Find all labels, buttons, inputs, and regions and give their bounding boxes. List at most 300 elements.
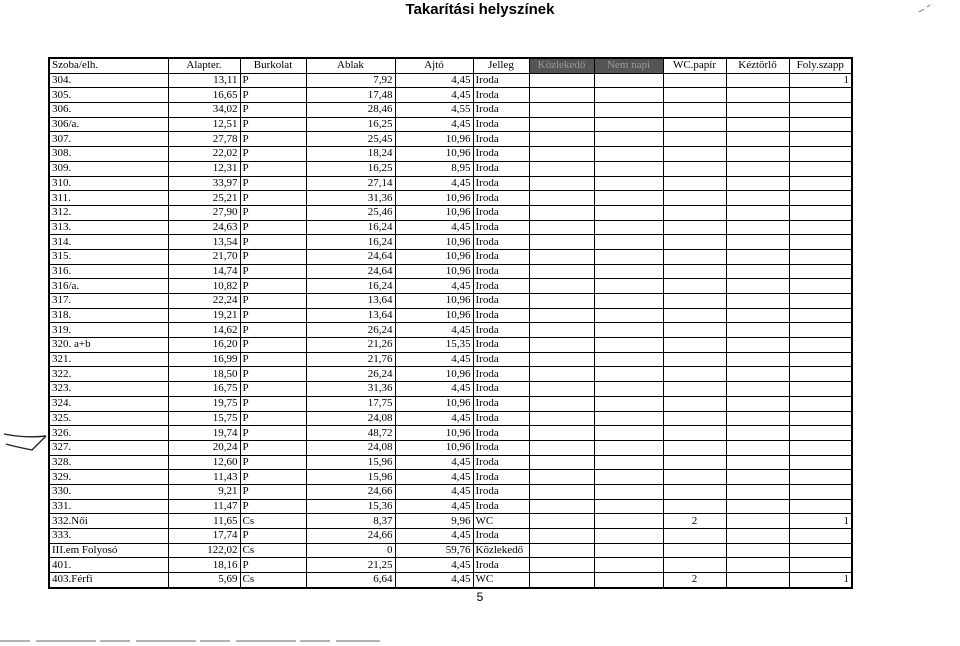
- cell-room: 315.: [49, 249, 168, 264]
- cell-door: 10,96: [395, 294, 473, 309]
- cell-area: 33,97: [168, 176, 240, 191]
- cell-toilet-paper: [663, 264, 726, 279]
- cell-area: 16,20: [168, 338, 240, 353]
- cell-not-daily: [594, 352, 663, 367]
- cell-type: Iroda: [473, 220, 529, 235]
- cell-door: 8,95: [395, 161, 473, 176]
- cell-door: 10,96: [395, 440, 473, 455]
- cell-window: 24,08: [306, 411, 395, 426]
- cell-type: Iroda: [473, 382, 529, 397]
- cell-not-daily: [594, 426, 663, 441]
- table-row: [49, 103, 852, 118]
- cell-window: 16,24: [306, 235, 395, 250]
- cell-floor: Cs: [240, 514, 306, 529]
- cell-window: 17,75: [306, 396, 395, 411]
- cell-hand-towel: [726, 323, 789, 338]
- cell-hand-towel: [726, 161, 789, 176]
- cell-toilet-paper: [663, 294, 726, 309]
- cell-corridor: [529, 117, 594, 132]
- cell-not-daily: [594, 279, 663, 294]
- cell-corridor: [529, 338, 594, 353]
- cell-corridor: [529, 220, 594, 235]
- cell-door: 10,96: [395, 235, 473, 250]
- cell-corridor: [529, 484, 594, 499]
- cell-liquid-soap: [789, 426, 852, 441]
- cell-type: Iroda: [473, 558, 529, 573]
- cell-window: 25,45: [306, 132, 395, 147]
- cell-room: 314.: [49, 235, 168, 250]
- cell-liquid-soap: [789, 543, 852, 558]
- cell-door: 10,96: [395, 264, 473, 279]
- cell-window: 24,64: [306, 264, 395, 279]
- cell-type: Iroda: [473, 235, 529, 250]
- cell-door: 4,45: [395, 499, 473, 514]
- cell-door: 10,96: [395, 132, 473, 147]
- cell-floor: P: [240, 396, 306, 411]
- cell-room: 309.: [49, 161, 168, 176]
- cell-corridor: [529, 249, 594, 264]
- cell-type: Iroda: [473, 308, 529, 323]
- cell-area: 27,90: [168, 205, 240, 220]
- cell-hand-towel: [726, 484, 789, 499]
- cell-toilet-paper: [663, 103, 726, 118]
- cell-liquid-soap: 1: [789, 73, 852, 88]
- col-header-hand-towel: Kéztörlő: [726, 58, 789, 73]
- cell-corridor: [529, 367, 594, 382]
- cell-corridor: [529, 529, 594, 544]
- cell-toilet-paper: [663, 308, 726, 323]
- cell-toilet-paper: [663, 411, 726, 426]
- col-header-type: Jelleg: [473, 58, 529, 73]
- cell-hand-towel: [726, 103, 789, 118]
- cell-type: Közlekedő: [473, 543, 529, 558]
- cell-area: 12,60: [168, 455, 240, 470]
- col-header-floor: Burkolat: [240, 58, 306, 73]
- cell-room: 306/a.: [49, 117, 168, 132]
- cell-type: Iroda: [473, 367, 529, 382]
- cell-corridor: [529, 73, 594, 88]
- cell-window: 15,96: [306, 470, 395, 485]
- cell-not-daily: [594, 235, 663, 250]
- cell-toilet-paper: [663, 470, 726, 485]
- cell-type: Iroda: [473, 499, 529, 514]
- cell-not-daily: [594, 88, 663, 103]
- cell-type: Iroda: [473, 264, 529, 279]
- cell-room: 318.: [49, 308, 168, 323]
- cell-room: 331.: [49, 499, 168, 514]
- cell-not-daily: [594, 294, 663, 309]
- cell-not-daily: [594, 132, 663, 147]
- cell-door: 10,96: [395, 396, 473, 411]
- cell-door: 4,45: [395, 484, 473, 499]
- cell-window: 21,26: [306, 338, 395, 353]
- cell-not-daily: [594, 514, 663, 529]
- cell-corridor: [529, 147, 594, 162]
- cell-toilet-paper: [663, 147, 726, 162]
- cell-window: 28,46: [306, 103, 395, 118]
- table-row: [49, 264, 852, 279]
- cell-room: 320. a+b: [49, 338, 168, 353]
- col-header-room: Szoba/elh.: [49, 58, 168, 73]
- cell-corridor: [529, 499, 594, 514]
- cell-window: 6,64: [306, 573, 395, 588]
- cell-window: 16,25: [306, 117, 395, 132]
- cell-area: 21,70: [168, 249, 240, 264]
- table-row: [49, 205, 852, 220]
- cell-room: 310.: [49, 176, 168, 191]
- table-row: [49, 573, 852, 588]
- cell-not-daily: [594, 338, 663, 353]
- cell-hand-towel: [726, 279, 789, 294]
- cell-toilet-paper: [663, 88, 726, 103]
- cell-area: 16,65: [168, 88, 240, 103]
- cell-corridor: [529, 264, 594, 279]
- cell-door: 10,96: [395, 249, 473, 264]
- cell-type: Iroda: [473, 191, 529, 206]
- cell-not-daily: [594, 470, 663, 485]
- cell-floor: P: [240, 279, 306, 294]
- cell-toilet-paper: [663, 529, 726, 544]
- cell-area: 24,63: [168, 220, 240, 235]
- cell-liquid-soap: [789, 191, 852, 206]
- cell-door: 4,45: [395, 573, 473, 588]
- cell-type: WC: [473, 514, 529, 529]
- cell-type: Iroda: [473, 338, 529, 353]
- table-row: [49, 484, 852, 499]
- cell-floor: P: [240, 220, 306, 235]
- cell-floor: P: [240, 484, 306, 499]
- cell-toilet-paper: [663, 323, 726, 338]
- cell-liquid-soap: [789, 279, 852, 294]
- cell-room: 316/a.: [49, 279, 168, 294]
- cell-door: 9,96: [395, 514, 473, 529]
- cell-area: 16,75: [168, 382, 240, 397]
- cell-liquid-soap: [789, 117, 852, 132]
- cell-liquid-soap: [789, 323, 852, 338]
- cell-floor: P: [240, 352, 306, 367]
- cell-liquid-soap: [789, 220, 852, 235]
- cell-type: Iroda: [473, 396, 529, 411]
- cell-room: 316.: [49, 264, 168, 279]
- cell-floor: P: [240, 191, 306, 206]
- cell-hand-towel: [726, 117, 789, 132]
- table-row: [49, 499, 852, 514]
- cell-hand-towel: [726, 147, 789, 162]
- cell-room: 327.: [49, 440, 168, 455]
- cell-corridor: [529, 573, 594, 588]
- cell-type: Iroda: [473, 147, 529, 162]
- cell-liquid-soap: [789, 440, 852, 455]
- table-row: [49, 147, 852, 162]
- cell-room: 403.Férfi: [49, 573, 168, 588]
- col-header-door: Ajtó: [395, 58, 473, 73]
- cell-hand-towel: [726, 264, 789, 279]
- cell-not-daily: [594, 249, 663, 264]
- cell-corridor: [529, 205, 594, 220]
- cell-floor: P: [240, 117, 306, 132]
- cell-area: 16,99: [168, 352, 240, 367]
- cell-toilet-paper: 2: [663, 573, 726, 588]
- cell-room: 328.: [49, 455, 168, 470]
- cell-area: 9,21: [168, 484, 240, 499]
- cell-floor: Cs: [240, 543, 306, 558]
- cell-liquid-soap: [789, 529, 852, 544]
- cell-floor: P: [240, 161, 306, 176]
- cell-liquid-soap: [789, 308, 852, 323]
- cell-window: 16,24: [306, 220, 395, 235]
- cell-window: 24,64: [306, 249, 395, 264]
- cell-hand-towel: [726, 455, 789, 470]
- cell-hand-towel: [726, 294, 789, 309]
- arrow-mark-icon: [2, 426, 50, 456]
- cell-hand-towel: [726, 440, 789, 455]
- cell-area: 34,02: [168, 103, 240, 118]
- cell-area: 25,21: [168, 191, 240, 206]
- cell-room: 326.: [49, 426, 168, 441]
- table-row: [49, 279, 852, 294]
- cell-not-daily: [594, 191, 663, 206]
- table-row: [49, 73, 852, 88]
- cell-floor: P: [240, 529, 306, 544]
- cell-toilet-paper: 2: [663, 514, 726, 529]
- cell-door: 10,96: [395, 426, 473, 441]
- cell-room: 321.: [49, 352, 168, 367]
- cell-type: Iroda: [473, 176, 529, 191]
- cell-hand-towel: [726, 308, 789, 323]
- cell-hand-towel: [726, 573, 789, 588]
- cell-door: 10,96: [395, 367, 473, 382]
- cell-type: Iroda: [473, 484, 529, 499]
- cell-hand-towel: [726, 205, 789, 220]
- cell-corridor: [529, 323, 594, 338]
- cell-room: 305.: [49, 88, 168, 103]
- cell-toilet-paper: [663, 235, 726, 250]
- cell-corridor: [529, 176, 594, 191]
- table-row: [49, 558, 852, 573]
- cell-hand-towel: [726, 411, 789, 426]
- cell-not-daily: [594, 396, 663, 411]
- cell-door: 4,45: [395, 558, 473, 573]
- cell-floor: P: [240, 367, 306, 382]
- cell-door: 4,45: [395, 88, 473, 103]
- cell-floor: P: [240, 147, 306, 162]
- cell-hand-towel: [726, 132, 789, 147]
- page-title: Takarítási helyszínek: [405, 1, 555, 18]
- cell-toilet-paper: [663, 220, 726, 235]
- table-row: [49, 367, 852, 382]
- cell-corridor: [529, 161, 594, 176]
- table-row: [49, 514, 852, 529]
- cell-corridor: [529, 88, 594, 103]
- table-body: [49, 73, 852, 588]
- cell-toilet-paper: [663, 484, 726, 499]
- cell-area: 10,82: [168, 279, 240, 294]
- cell-floor: P: [240, 308, 306, 323]
- cell-area: 18,16: [168, 558, 240, 573]
- cell-type: Iroda: [473, 440, 529, 455]
- cell-type: Iroda: [473, 470, 529, 485]
- cell-toilet-paper: [663, 132, 726, 147]
- cell-liquid-soap: [789, 88, 852, 103]
- cell-liquid-soap: [789, 249, 852, 264]
- table-row: [49, 470, 852, 485]
- cell-liquid-soap: [789, 499, 852, 514]
- cell-liquid-soap: [789, 470, 852, 485]
- cell-floor: P: [240, 426, 306, 441]
- cell-door: 4,45: [395, 529, 473, 544]
- table-row: [49, 294, 852, 309]
- cell-window: 18,24: [306, 147, 395, 162]
- cell-window: 16,25: [306, 161, 395, 176]
- cell-area: 122,02: [168, 543, 240, 558]
- cell-window: 27,14: [306, 176, 395, 191]
- cell-window: 24,66: [306, 529, 395, 544]
- cell-window: 16,24: [306, 279, 395, 294]
- cell-liquid-soap: [789, 294, 852, 309]
- cell-room: 324.: [49, 396, 168, 411]
- cell-room: 401.: [49, 558, 168, 573]
- cell-floor: P: [240, 294, 306, 309]
- cell-not-daily: [594, 382, 663, 397]
- cell-floor: P: [240, 235, 306, 250]
- cell-corridor: [529, 103, 594, 118]
- cell-toilet-paper: [663, 367, 726, 382]
- cell-room: 307.: [49, 132, 168, 147]
- cell-not-daily: [594, 147, 663, 162]
- cell-window: 8,37: [306, 514, 395, 529]
- cell-hand-towel: [726, 396, 789, 411]
- cell-not-daily: [594, 161, 663, 176]
- cell-corridor: [529, 543, 594, 558]
- cell-liquid-soap: [789, 367, 852, 382]
- cell-area: 5,69: [168, 573, 240, 588]
- cell-door: 4,55: [395, 103, 473, 118]
- cell-corridor: [529, 308, 594, 323]
- cleaning-locations-table: [48, 57, 853, 589]
- cell-area: 14,62: [168, 323, 240, 338]
- cell-room: 319.: [49, 323, 168, 338]
- cell-hand-towel: [726, 367, 789, 382]
- cell-area: 13,11: [168, 73, 240, 88]
- cell-toilet-paper: [663, 161, 726, 176]
- cell-not-daily: [594, 264, 663, 279]
- cell-door: 10,96: [395, 205, 473, 220]
- cell-area: 11,47: [168, 499, 240, 514]
- cell-not-daily: [594, 103, 663, 118]
- cell-door: 4,45: [395, 279, 473, 294]
- cell-room: III.em Folyosó: [49, 543, 168, 558]
- cell-toilet-paper: [663, 352, 726, 367]
- cell-hand-towel: [726, 73, 789, 88]
- cell-floor: P: [240, 411, 306, 426]
- cell-liquid-soap: 1: [789, 573, 852, 588]
- cell-hand-towel: [726, 499, 789, 514]
- cell-type: Iroda: [473, 117, 529, 132]
- cell-door: 10,96: [395, 191, 473, 206]
- cell-area: 17,74: [168, 529, 240, 544]
- cell-type: Iroda: [473, 323, 529, 338]
- cell-hand-towel: [726, 426, 789, 441]
- cell-room: 313.: [49, 220, 168, 235]
- cell-window: 26,24: [306, 367, 395, 382]
- table-row: [49, 176, 852, 191]
- col-header-not-daily: Nem napi: [594, 58, 663, 73]
- cell-hand-towel: [726, 220, 789, 235]
- cell-window: 21,25: [306, 558, 395, 573]
- cell-type: Iroda: [473, 103, 529, 118]
- col-header-liquid-soap: Foly.szapp: [789, 58, 852, 73]
- cell-type: Iroda: [473, 88, 529, 103]
- cell-not-daily: [594, 205, 663, 220]
- cell-liquid-soap: [789, 396, 852, 411]
- cell-floor: Cs: [240, 573, 306, 588]
- cell-area: 22,24: [168, 294, 240, 309]
- cell-corridor: [529, 294, 594, 309]
- cell-floor: P: [240, 73, 306, 88]
- cell-not-daily: [594, 573, 663, 588]
- cell-floor: P: [240, 338, 306, 353]
- cell-corridor: [529, 132, 594, 147]
- cell-hand-towel: [726, 558, 789, 573]
- table-row: [49, 249, 852, 264]
- cell-floor: P: [240, 455, 306, 470]
- cell-door: 10,96: [395, 147, 473, 162]
- cell-area: 27,78: [168, 132, 240, 147]
- cell-area: 19,75: [168, 396, 240, 411]
- cell-room: 311.: [49, 191, 168, 206]
- cell-liquid-soap: [789, 161, 852, 176]
- cell-toilet-paper: [663, 205, 726, 220]
- cell-door: 15,35: [395, 338, 473, 353]
- cell-hand-towel: [726, 382, 789, 397]
- cell-corridor: [529, 440, 594, 455]
- cell-window: 15,96: [306, 455, 395, 470]
- cell-area: 11,65: [168, 514, 240, 529]
- cell-area: 15,75: [168, 411, 240, 426]
- cell-type: WC: [473, 573, 529, 588]
- cell-room: 332.Női: [49, 514, 168, 529]
- cell-area: 11,43: [168, 470, 240, 485]
- cell-floor: P: [240, 103, 306, 118]
- cell-not-daily: [594, 73, 663, 88]
- cell-room: 322.: [49, 367, 168, 382]
- cell-window: 24,08: [306, 440, 395, 455]
- cell-liquid-soap: [789, 352, 852, 367]
- cell-area: 13,54: [168, 235, 240, 250]
- col-header-toilet-paper: WC.papír: [663, 58, 726, 73]
- cell-liquid-soap: [789, 411, 852, 426]
- cell-not-daily: [594, 367, 663, 382]
- table-row: [49, 382, 852, 397]
- cell-area: 12,31: [168, 161, 240, 176]
- cell-toilet-paper: [663, 176, 726, 191]
- cell-liquid-soap: [789, 558, 852, 573]
- cell-hand-towel: [726, 88, 789, 103]
- cell-toilet-paper: [663, 117, 726, 132]
- cell-liquid-soap: [789, 382, 852, 397]
- cell-liquid-soap: [789, 455, 852, 470]
- cell-liquid-soap: [789, 235, 852, 250]
- cell-floor: P: [240, 323, 306, 338]
- cell-corridor: [529, 411, 594, 426]
- cell-window: 31,36: [306, 191, 395, 206]
- cell-area: 20,24: [168, 440, 240, 455]
- cell-not-daily: [594, 529, 663, 544]
- cell-window: 25,46: [306, 205, 395, 220]
- cell-toilet-paper: [663, 440, 726, 455]
- table-row: [49, 543, 852, 558]
- table-row: [49, 352, 852, 367]
